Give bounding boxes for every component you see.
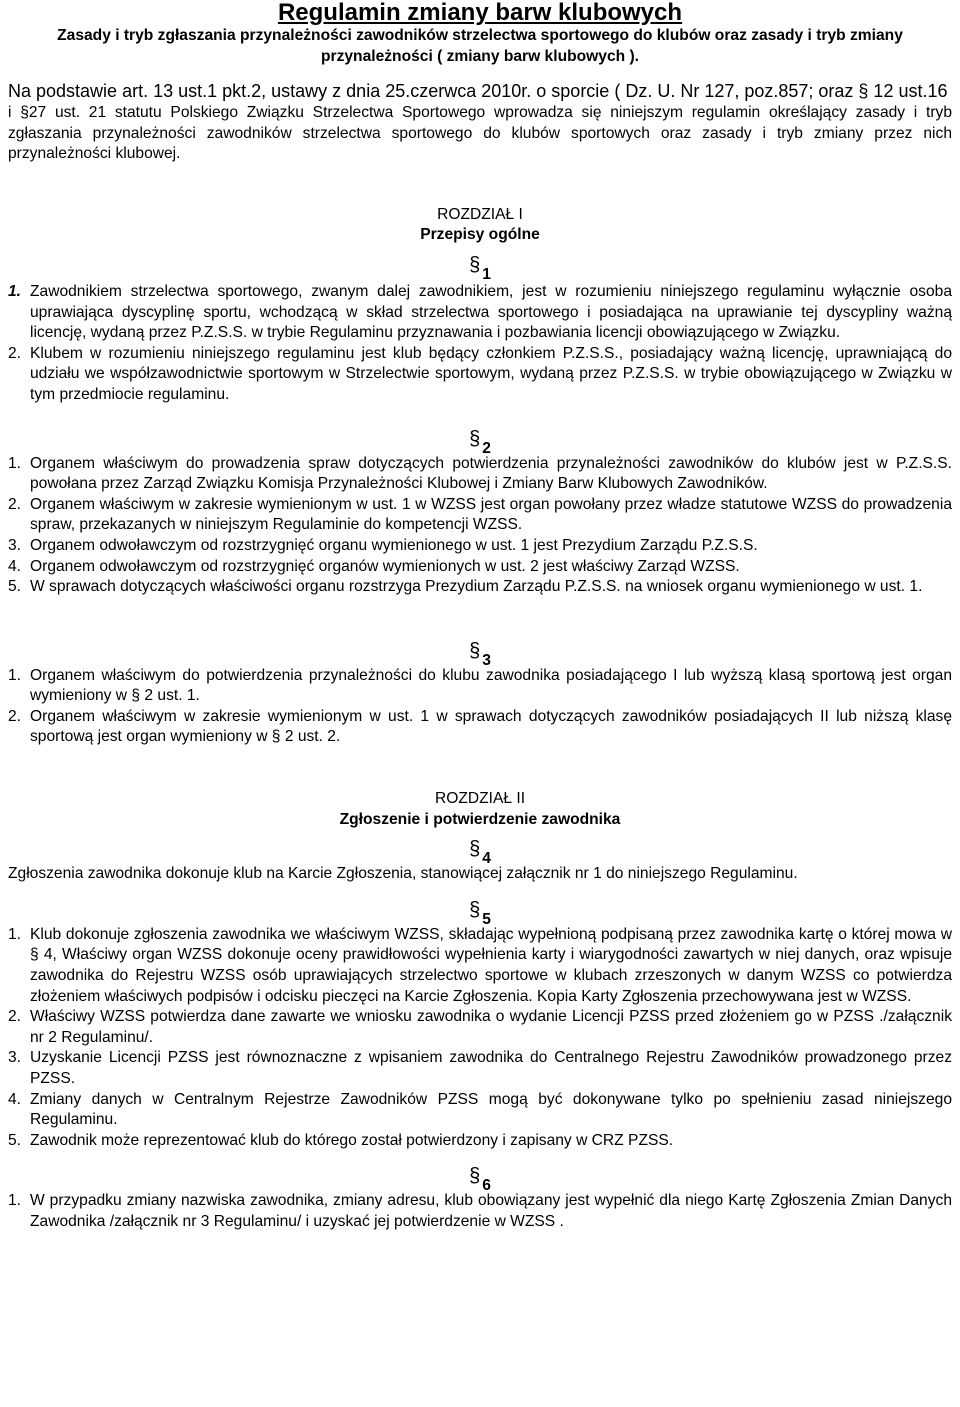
item-number: 5. [8,578,22,596]
item-number: 5. [8,1131,22,1149]
item-number: 3. [8,1049,22,1067]
list-item [8,344,952,406]
list-item [8,454,952,495]
item-text: Organem właściwym do prowadzenia spraw dotyczących potwierdzenia przynależności zawodników do klubów jest w P.Z.S.S. powołana przez Zarząd Związku Komisja Przynależności Klubowej i Zmiany Barw Klubowych Zawodników. [30,454,952,493]
section-2-heading [8,427,952,457]
list-item [8,1090,952,1131]
item-number: 2. [8,1008,22,1026]
item-text: Uzyskanie Licencji PZSS jest równoznaczne z wpisaniem zawodnika do Centralnego Rejestru Zawodników prowadzonego przez PZSS. [30,1049,952,1087]
section-symbol: § [469,639,481,662]
item-number: 1. [8,666,22,684]
item-text: Organem właściwym do potwierdzenia przynależności do klubu zawodnika posiadającego I lub wyższą klasą sportową jest organ wymieniony w § 2 ust. 1. [30,666,952,705]
section-symbol: § [469,427,481,450]
list-item [8,577,952,598]
item-text: Organem odwoławczym od rozstrzygnięć organów wymienionych w ust. 2 jest właściwy Zarząd WZSS. [30,557,740,575]
list-item [8,1007,952,1048]
list-item [8,495,952,536]
section-4-heading [8,838,952,868]
list-item [8,1131,952,1152]
item-number: 1. [8,925,22,943]
section-6-heading [8,1165,952,1195]
item-text: Organem odwoławczym od rozstrzygnięć organu wymienionego w ust. 1 jest Prezydium Zarządu P.Z.S.S. [30,536,758,554]
list-item [8,536,952,557]
item-text: Zawodnik może reprezentować klub do którego został potwierdzony i zapisany w CRZ PZSS. [30,1131,674,1149]
list-item [8,707,952,748]
item-text: Organem właściwym w zakresie wymienionym w ust. 1 w sprawach dotyczących zawodników posiadających II lub niższą klasę sportową jest organ wymieniony w § 2 ust. 2. [30,707,952,746]
chapter-1-name: Przepisy ogólne [420,226,540,244]
list-item [8,1191,952,1232]
section-number: 5 [482,910,491,928]
item-text: Zawodnikiem strzelectwa sportowego, zwanym dalej zawodnikiem, jest w rozumieniu niniejszego regulaminu wyłącznie osoba uprawiająca dyscyplinę sportu, wchodzącą w skład strzelectwa sportowego i posiadająca na uprawianie tej dyscypliny ważną licencję, wydaną przez P.Z.S.S. w trybie Regulaminu przyznawania i pozbawiania licencji obowiązującego w Związku. [30,282,952,342]
item-text: Klubem w rozumieniu niniejszego regulaminu jest klub będący członkiem P.Z.S.S., posiadający ważną licencję, uprawniającą do udziału we współzawodnictwie sportowym w Strzelectwie sportowym, wydaną przez P.Z.S.S. w trybie obowiązującego w Związku w tym przedmiocie regulaminu. [30,344,952,403]
chapter-2-label: ROZDZIAŁ II [434,790,526,808]
document-title: Regulamin zmiany barw klubowych [277,0,683,26]
intro-statute-reference: i §27 ust. 21 statutu Polskiego Związku Strzelectwa Sportowego wprowadza się niniejszym regulamin określający zasady i tryb zgłaszania przynależności zawodników strzelectwa sportowego do klubów sportowych oraz zasady i tryb zmiany przez nich przynależności klubowej. [8,104,952,163]
section-number: 4 [482,850,491,868]
section-number: 1 [482,265,491,283]
item-number: 2. [8,707,22,725]
item-number: 4. [8,1090,22,1108]
list-item [8,557,952,578]
list-item [8,282,952,344]
item-number: 2. [8,495,22,513]
list-item [8,925,952,1007]
section-symbol: § [469,253,481,276]
item-number: 3. [8,536,22,554]
section-3-heading [8,639,952,669]
section-5-heading [8,898,952,928]
item-number: 1. [8,1192,22,1210]
item-number: 1. [8,282,22,300]
item-text: W sprawach dotyczących właściwości organu rozstrzyga Prezydium Zarządu P.Z.S.S. na wniosek organu wymienionego w ust. 1. [30,578,923,596]
section-number: 6 [482,1177,491,1195]
section-4-text: Zgłoszenia zawodnika dokonuje klub na Karcie Zgłoszenia, stanowiącej załącznik nr 1 do niniejszego Regulaminu. [8,865,798,883]
document-subtitle: Zasady i tryb zgłaszania przynależności zawodników strzelectwa sportowego do klubów oraz zasady i tryb zmiany przynależności ( zmiany barw klubowych ). [57,27,903,65]
section-symbol: § [469,898,481,921]
item-number: 1. [8,454,22,472]
item-number: 4. [8,557,22,575]
section-number: 2 [482,439,491,457]
section-symbol: § [469,838,481,861]
chapter-1-label: ROZDZIAŁ I [437,205,523,223]
list-item [8,1048,952,1089]
item-text: Zmiany danych w Centralnym Rejestrze Zawodników PZSS mogą być dokonywane tylko po spełnieniu zasad niniejszego Regulaminu. [30,1090,952,1129]
item-number: 2. [8,344,22,362]
item-text: Organem właściwym w zakresie wymienionym w ust. 1 w WZSS jest organ powołany przez władze statutowe WZSS do prowadzenia spraw, przekazanych w niniejszym Regulaminie do kompetencji WZSS. [30,495,952,534]
section-symbol: § [469,1165,481,1188]
item-text: W przypadku zmiany nazwiska zawodnika, zmiany adresu, klub obowiązany jest wypełnić dla niego Kartę Zgłoszenia Zmian Danych Zawodnika /załącznik nr 3 Regulaminu/ i uzyskać jej potwierdzenie w WZSS . [30,1192,952,1230]
section-1-heading [8,253,952,283]
list-item [8,666,952,707]
chapter-2-name: Zgłoszenie i potwierdzenie zawodnika [339,810,621,828]
intro-legal-basis: Na podstawie art. 13 ust.1 pkt.2, ustawy z dnia 25.czerwca 2010r. o sporcie ( Dz. U. Nr 127, poz.857; oraz § 12 ust.16 [8,81,948,101]
section-number: 3 [482,651,491,669]
item-text: Właściwy WZSS potwierdza dane zawarte we wniosku zawodnika o wydanie Licencji PZSS przed złożeniem go w PZSS ./załącznik nr 2 Regulaminu/. [30,1008,952,1046]
item-text: Klub dokonuje zgłoszenia zawodnika we właściwym WZSS, składając wypełnioną podpisaną przez zawodnika kartę o której mowa w § 4, Właściwy organ WZSS dokonuje oceny prawidłowości wypełnienia karty i wiarygodności zawartych w niej danych, oraz wpisuje zawodnika do Rejestru WZSS osób uprawiających strzelectwo sportowe w klubach zrzeszonych w danym WZSS co potwierdza złożeniem właściwych podpisów i odcisku pieczęci na Karcie Zgłoszenia. Kopia Karty Zgłoszenia przechowywana jest w WZSS. [30,925,952,1005]
